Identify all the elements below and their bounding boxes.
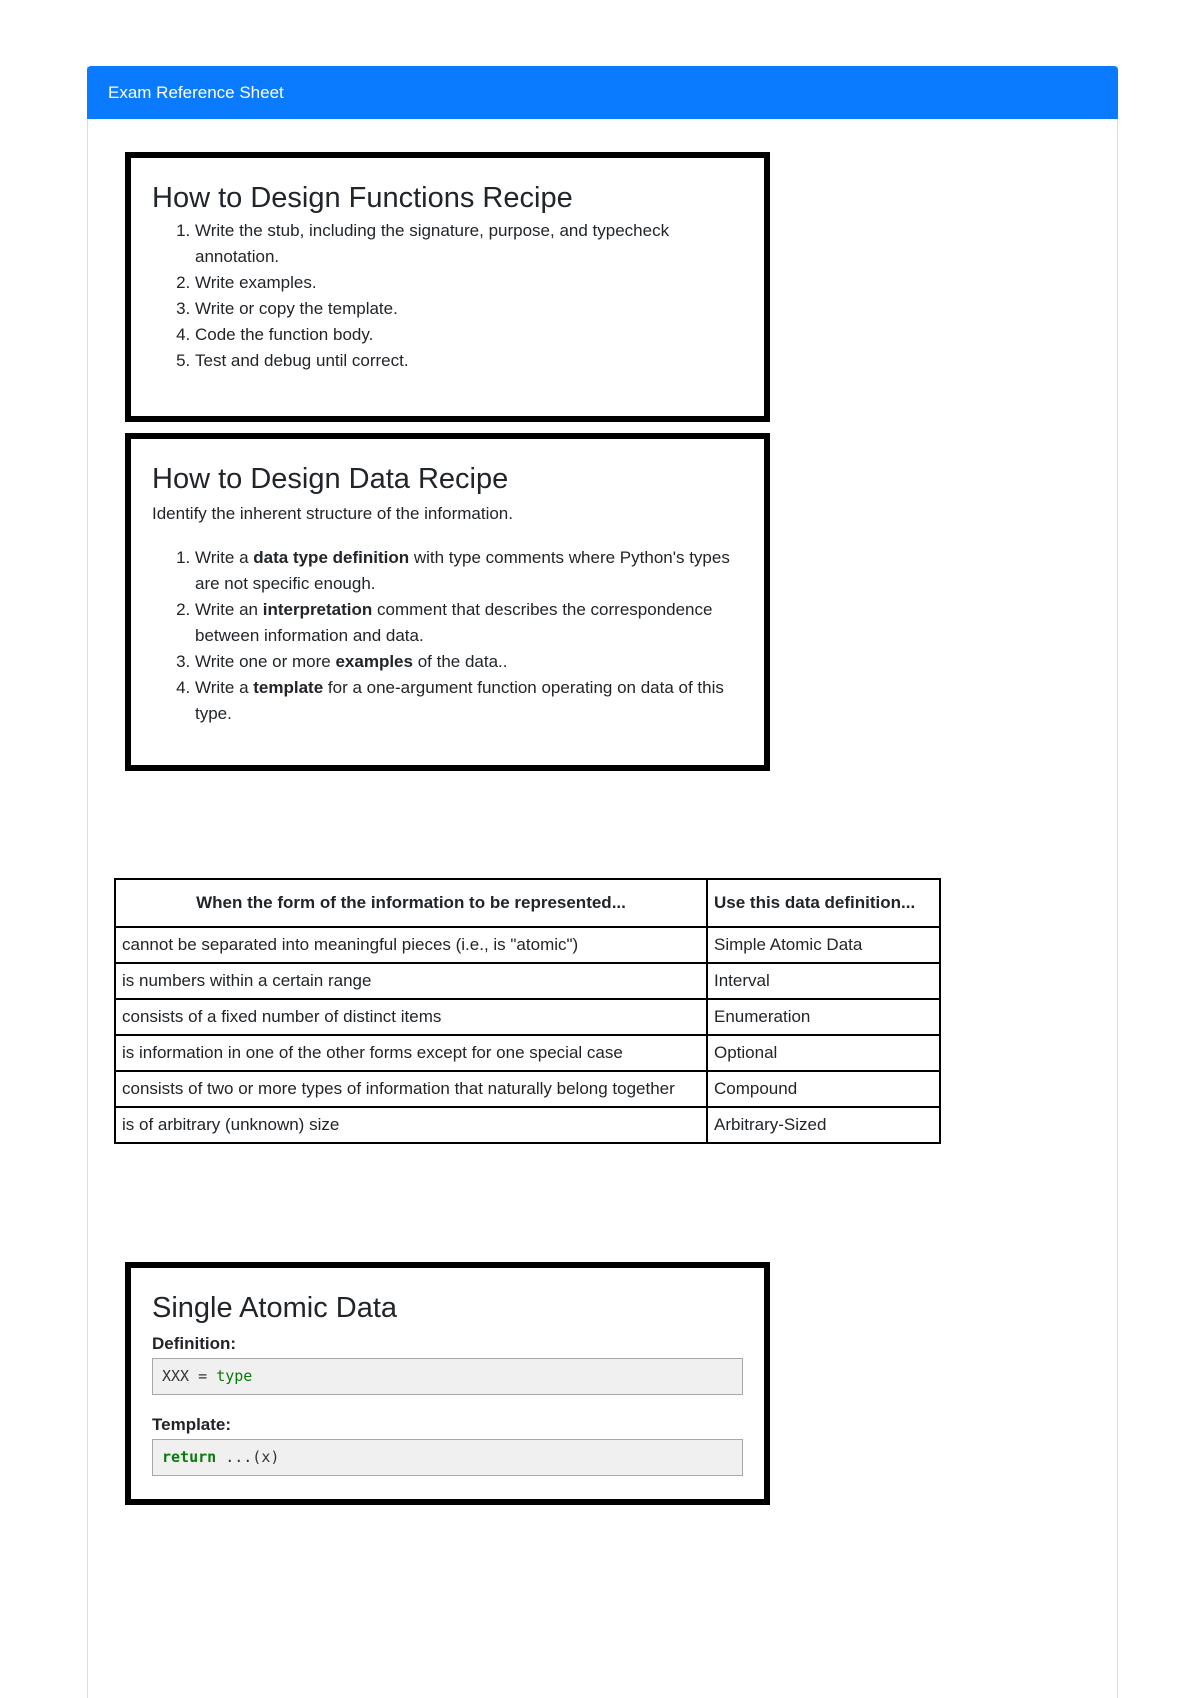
step-text: with type comments where Python's types are not specific enough.	[195, 548, 730, 593]
table-cell: Enumeration	[707, 999, 940, 1035]
header-title: Exam Reference Sheet	[108, 83, 284, 102]
code-name: XXX	[162, 1367, 190, 1385]
code-keyword: return	[162, 1448, 217, 1466]
list-item	[195, 545, 738, 597]
table-row	[115, 1035, 940, 1071]
definition-code-block	[152, 1358, 743, 1395]
table-row	[115, 999, 940, 1035]
table-cell: is information in one of the other forms except for one special case	[115, 1035, 707, 1071]
table-row	[115, 1107, 940, 1143]
step-keyword: template	[253, 678, 324, 697]
data-recipe-box	[125, 433, 770, 771]
table-row	[115, 1071, 940, 1107]
table-cell: Interval	[707, 963, 940, 999]
step-text: Write a	[195, 548, 254, 567]
step-text: Write a	[195, 678, 254, 697]
code-operator: =	[189, 1367, 217, 1385]
list-item: 4. Code the function body.	[195, 322, 738, 348]
step-text: Write an	[195, 600, 263, 619]
step-text: Write one or more	[195, 652, 336, 671]
column-header: When the form of the information to be represented...	[115, 879, 707, 927]
functions-recipe-box	[125, 152, 770, 422]
table-cell: Compound	[707, 1071, 940, 1107]
definition-label: Definition:	[152, 1334, 237, 1353]
step-text: of the data..	[412, 652, 508, 671]
list-item: 5. Test and debug until correct.	[195, 348, 738, 374]
table-row	[115, 963, 940, 999]
step-keyword: examples	[335, 652, 413, 671]
functions-recipe-title: How to Design Functions Recipe	[152, 182, 573, 214]
list-item: 2. Write examples.	[195, 270, 738, 296]
table-cell: Arbitrary-Sized	[707, 1107, 940, 1143]
list-item: 3. Write or copy the template.	[195, 296, 738, 322]
template-label: Template:	[152, 1415, 232, 1434]
list-item	[195, 649, 738, 675]
list-item: 1. Write the stub, including the signature, purpose, and typecheck annotation.	[195, 218, 738, 270]
table-cell: is of arbitrary (unknown) size	[115, 1107, 707, 1143]
step-keyword: data type definition	[253, 548, 410, 567]
list-item	[195, 597, 738, 649]
code-expression: ...(x)	[216, 1448, 280, 1466]
list-item	[195, 675, 738, 727]
card-header	[87, 66, 1118, 119]
data-recipe-title: How to Design Data Recipe	[152, 463, 509, 495]
atomic-data-box	[125, 1262, 770, 1505]
functions-recipe-steps	[152, 218, 738, 374]
step-text: comment that describes the correspondence between information and data.	[195, 600, 713, 645]
table-cell: consists of two or more types of information that naturally belong together	[115, 1071, 707, 1107]
table-cell: is numbers within a certain range	[115, 963, 707, 999]
step-text: for a one-argument function operating on data of this type.	[195, 678, 724, 723]
column-header: Use this data definition...	[707, 879, 940, 927]
data-recipe-steps	[152, 545, 738, 727]
template-code-block	[152, 1439, 743, 1476]
table-row	[115, 927, 940, 963]
table-header-row	[115, 879, 940, 927]
data-definition-table	[114, 878, 941, 1144]
table-cell: cannot be separated into meaningful pieces (i.e., is "atomic")	[115, 927, 707, 963]
code-type: type	[216, 1367, 253, 1385]
table-cell: Simple Atomic Data	[707, 927, 940, 963]
data-recipe-intro: Identify the inherent structure of the information.	[152, 504, 513, 523]
table-cell: consists of a fixed number of distinct items	[115, 999, 707, 1035]
atomic-data-title: Single Atomic Data	[152, 1292, 398, 1324]
table-cell: Optional	[707, 1035, 940, 1071]
step-keyword: interpretation	[262, 600, 373, 619]
